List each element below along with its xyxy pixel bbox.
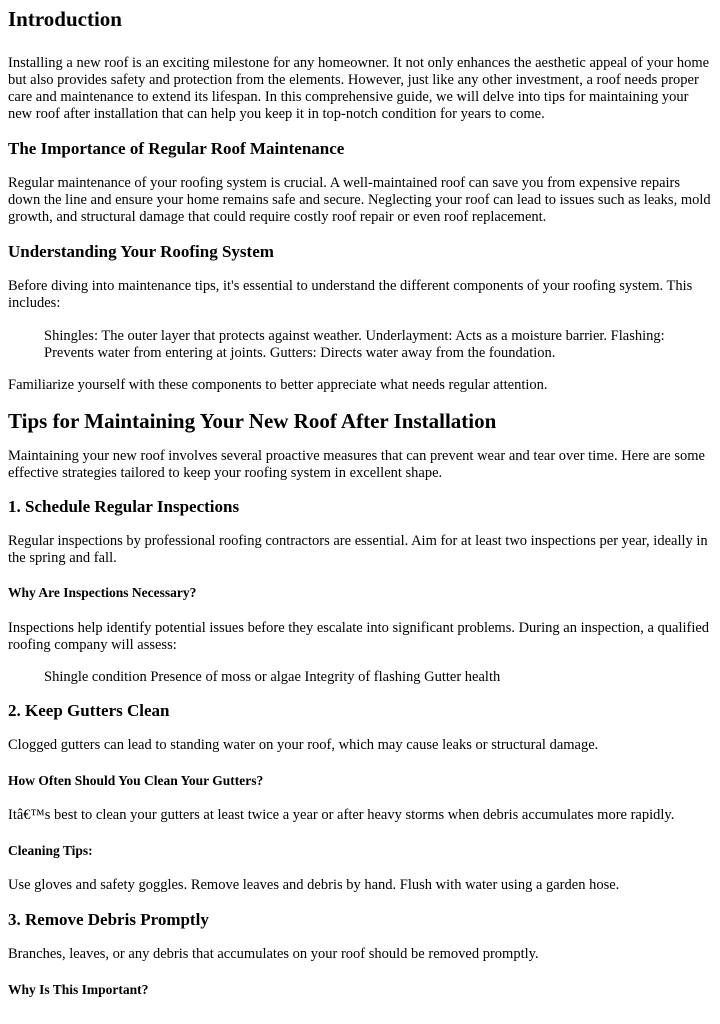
cleaning-tips-paragraph: Use gloves and safety goggles. Remove leaves and debris by hand. Flush with water using a garden hose.	[8, 877, 620, 893]
inspections-subheading: Why Are Inspections Necessary?	[8, 585, 197, 600]
importance-heading: The Importance of Regular Roof Maintenance	[8, 139, 345, 158]
gutters-sub-paragraph: Itâ€™s best to clean your gutters at least twice a year or after heavy storms when debris accumulates more rapidly.	[8, 807, 675, 823]
tips-paragraph: Maintaining your new roof involves several proactive measures that can prevent wear and tear over time. Here are some effective strategies tailored to keep your roofing system in excellent shape.	[8, 448, 705, 481]
components-list: Shingles: The outer layer that protects against weather. Underlayment: Acts as a moisture barrier. Flashing: Prevents water from entering at joints. Gutters: Directs water away from the foundation.	[44, 328, 665, 361]
inspections-heading: 1. Schedule Regular Inspections	[8, 497, 240, 516]
understanding-paragraph: Before diving into maintenance tips, it's essential to understand the different components of your roofing system. This includes:	[8, 278, 693, 311]
intro-paragraph: Installing a new roof is an exciting milestone for any homeowner. It not only enhances the aesthetic appeal of your home but also provides safety and protection from the elements. However, just like any other investment, a roof needs proper care and maintenance to extend its lifespan. In this comprehensive guide, we will delve into tips for maintaining your new roof after installation that can help you keep it in top-notch condition for years to come.	[8, 55, 710, 122]
understanding-heading: Understanding Your Roofing System	[8, 242, 274, 261]
inspections-paragraph: Regular inspections by professional roofing contractors are essential. Aim for at least two inspections per year, ideally in the spring and fall.	[8, 533, 708, 566]
debris-subheading: Why Is This Important?	[8, 982, 149, 997]
tips-heading: Tips for Maintaining Your New Roof After Installation	[8, 409, 497, 433]
gutters-paragraph: Clogged gutters can lead to standing water on your roof, which may cause leaks or structural damage.	[8, 737, 599, 753]
debris-paragraph: Branches, leaves, or any debris that accumulates on your roof should be removed promptly.	[8, 946, 539, 962]
inspection-checklist: Shingle condition Presence of moss or algae Integrity of flashing Gutter health	[44, 669, 501, 685]
debris-heading: 3. Remove Debris Promptly	[8, 910, 209, 929]
cleaning-tips-heading: Cleaning Tips:	[8, 843, 93, 858]
intro-heading: Introduction	[8, 7, 122, 31]
gutters-subheading: How Often Should You Clean Your Gutters?	[8, 773, 264, 788]
article	[0, 7, 720, 998]
inspections-sub-paragraph: Inspections help identify potential issues before they escalate into significant problems. During an inspection, a qualified roofing company will assess:	[8, 620, 710, 653]
understanding-closing: Familiarize yourself with these components to better appreciate what needs regular attention.	[8, 377, 548, 393]
gutters-heading: 2. Keep Gutters Clean	[8, 701, 170, 720]
importance-paragraph: Regular maintenance of your roofing system is crucial. A well-maintained roof can save you from expensive repairs down the line and ensure your home remains safe and secure. Neglecting your roof can lead to issues such as leaks, mold growth, and structural damage that could require costly roof repair or even roof replacement.	[8, 175, 711, 225]
